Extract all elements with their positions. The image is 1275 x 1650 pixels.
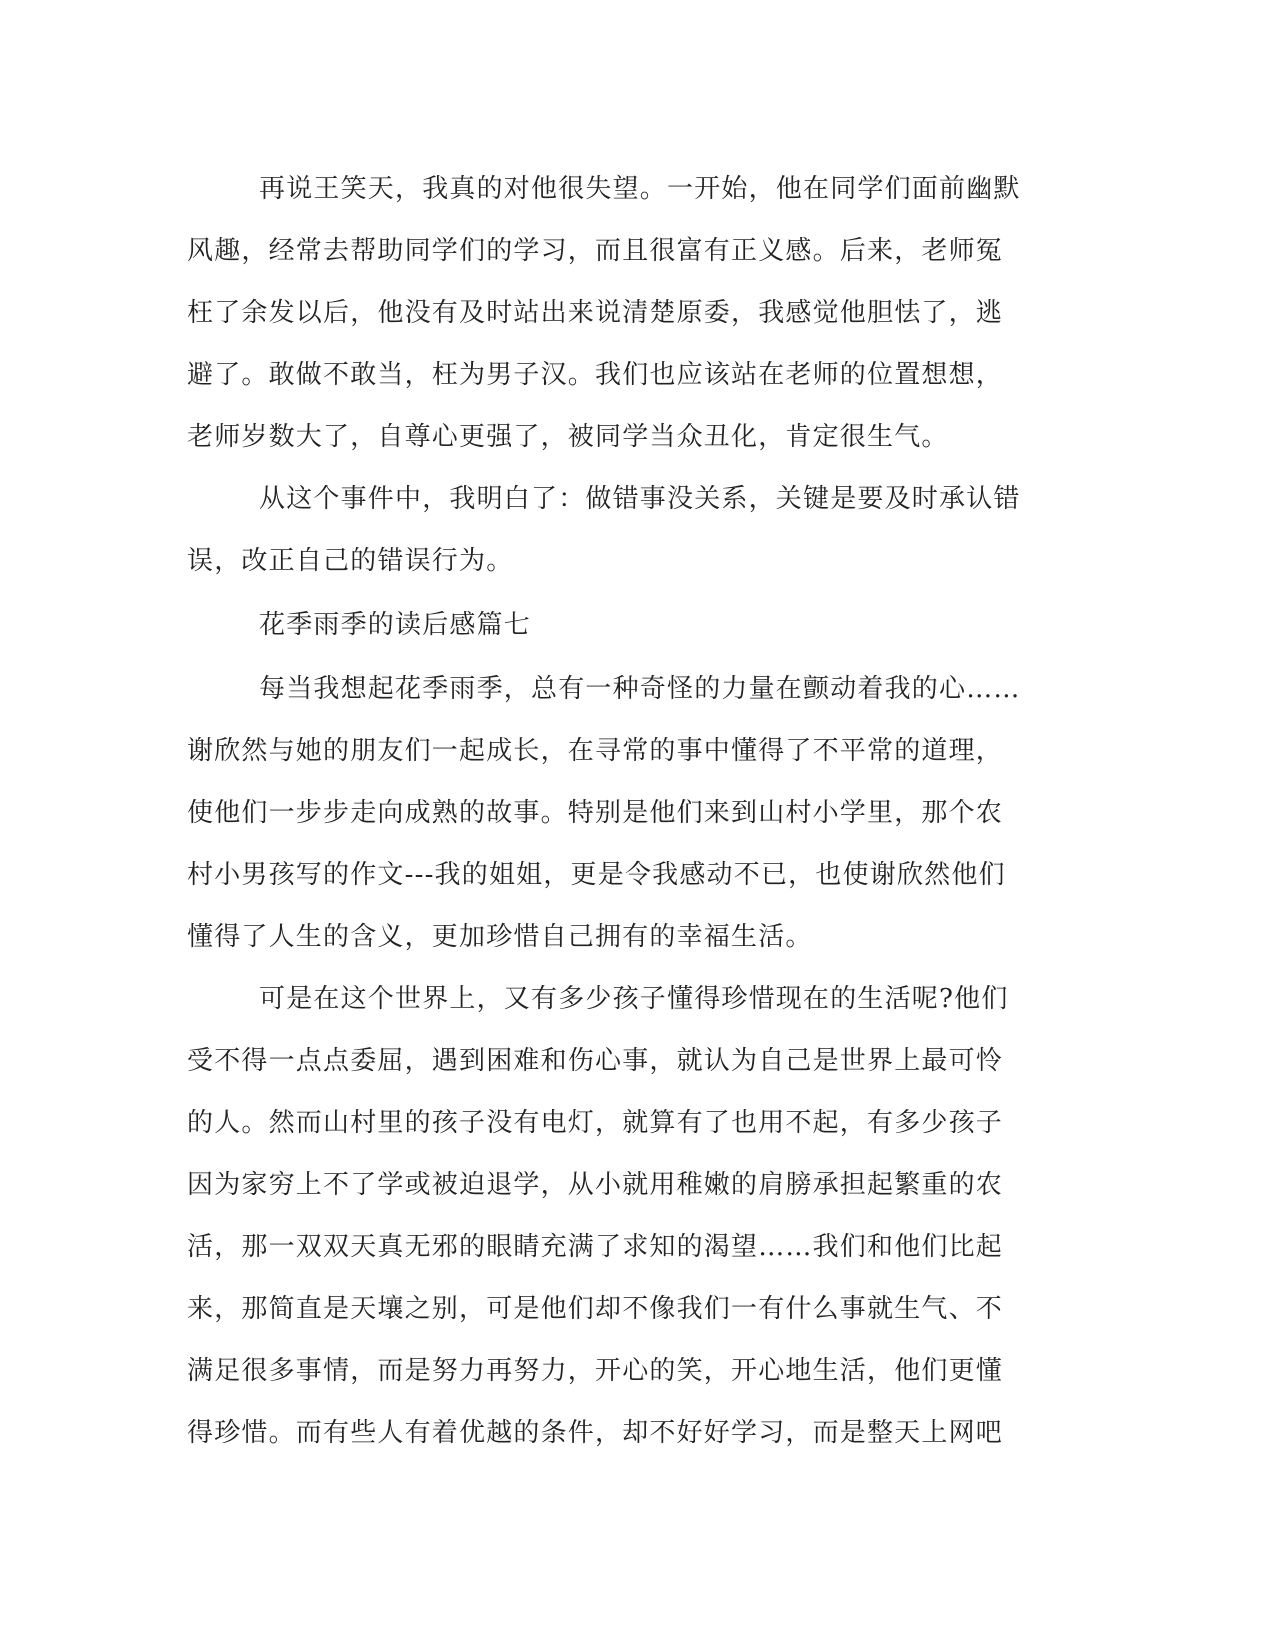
section-heading: 花季雨季的读后感篇七 — [259, 610, 532, 640]
paragraph-line: 村小男孩写的作文---我的姐姐，更是令我感动不已，也使谢欣然他们 — [187, 860, 1006, 890]
paragraph-line: 每当我想起花季雨季，总有一种奇怪的力量在颤动着我的心…… — [259, 674, 1021, 704]
paragraph-line: 从这个事件中，我明白了：做错事没关系，关键是要及时承认错 — [259, 484, 1021, 514]
paragraph-line: 使他们一步步走向成熟的故事。特别是他们来到山村小学里，那个农 — [187, 798, 1004, 828]
paragraph-line: 活，那一双双天真无邪的眼睛充满了求知的渴望……我们和他们比起 — [187, 1232, 1004, 1262]
paragraph-line: 满足很多事情，而是努力再努力，开心的笑，开心地生活，他们更懂 — [187, 1356, 1004, 1386]
paragraph-line: 来，那简直是天壤之别，可是他们却不像我们一有什么事就生气、不 — [187, 1294, 1004, 1324]
paragraph-line: 得珍惜。而有些人有着优越的条件，却不好好学习，而是整天上网吧 — [187, 1418, 1004, 1448]
paragraph-line: 懂得了人生的含义，更加珍惜自己拥有的幸福生活。 — [187, 922, 813, 952]
paragraph-line: 枉了余发以后，他没有及时站出来说清楚原委，我感觉他胆怯了，逃 — [187, 298, 1004, 328]
paragraph-line: 谢欣然与她的朋友们一起成长，在寻常的事中懂得了不平常的道理， — [187, 736, 1004, 766]
paragraph-line: 可是在这个世界上，又有多少孩子懂得珍惜现在的生活呢?他们 — [259, 984, 1009, 1014]
document-body — [187, 158, 1067, 1464]
paragraph-line: 因为家穷上不了学或被迫退学，从小就用稚嫩的肩膀承担起繁重的农 — [187, 1170, 1004, 1200]
paragraph-line: 老师岁数大了，自尊心更强了，被同学当众丑化，肯定很生气。 — [187, 422, 949, 452]
paragraph-line: 风趣，经常去帮助同学们的学习，而且很富有正义感。后来，老师冤 — [187, 236, 1004, 266]
paragraph-line: 再说王笑天，我真的对他很失望。一开始，他在同学们面前幽默 — [259, 174, 1021, 204]
paragraph-line: 避了。敢做不敢当，枉为男子汉。我们也应该站在老师的位置想想， — [187, 360, 1004, 390]
paragraph-line: 受不得一点点委屈，遇到困难和伤心事，就认为自己是世界上最可怜 — [187, 1046, 1004, 1076]
paragraph-line: 的人。然而山村里的孩子没有电灯，就算有了也用不起，有多少孩子 — [187, 1108, 1004, 1138]
paragraph-line: 误，改正自己的错误行为。 — [187, 546, 514, 576]
